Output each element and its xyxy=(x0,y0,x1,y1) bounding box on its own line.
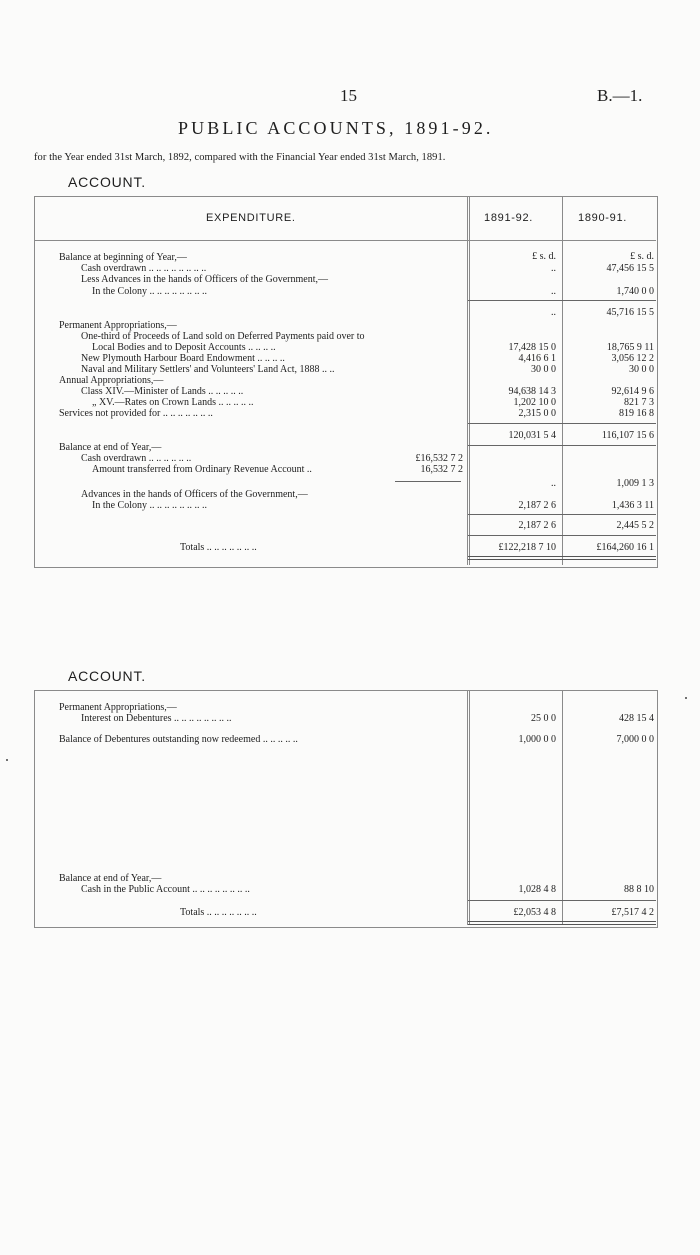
subtotal-rule xyxy=(468,445,656,446)
print-speck xyxy=(685,697,687,699)
subtotal-rule xyxy=(468,423,656,424)
amount-1891-92: 1,202 10 0 xyxy=(513,397,556,408)
subtotal-1891-92: 2,187 2 6 xyxy=(518,520,556,531)
amount-1890-91: 18,765 9 11 xyxy=(606,342,654,353)
amount-1891-92: 94,638 14 3 xyxy=(508,386,556,397)
currency-label: £ s. d. xyxy=(532,251,556,262)
row-label: „ XV.—Rates on Crown Lands .. .. .. .. .. xyxy=(92,397,254,408)
row-label: Cash overdrawn .. .. .. .. .. .. xyxy=(81,453,192,464)
amount-1890-91: 821 7 3 xyxy=(624,397,654,408)
amount-1891-92: 30 0 0 xyxy=(531,364,556,375)
inner-rule xyxy=(395,481,461,482)
row-label: New Plymouth Harbour Board Endowment .. .. .. .. xyxy=(81,353,285,364)
subtotal-1891-92: 120,031 5 4 xyxy=(508,430,556,441)
amount-1890-91: 3,056 12 2 xyxy=(611,353,654,364)
row-label: In the Colony .. .. .. .. .. .. .. .. xyxy=(92,286,207,297)
subtitle: for the Year ended 31st March, 1892, compared with the Financial Year ended 31st March, 1891. xyxy=(34,152,446,163)
row-label: Balance at end of Year,— xyxy=(59,873,162,884)
row-label: Permanent Appropriations,— xyxy=(59,320,177,331)
account2-title: ACCOUNT. xyxy=(68,668,146,684)
inner-amount: £16,532 7 2 xyxy=(415,453,463,464)
subtotal-rule xyxy=(468,900,656,901)
currency-label: £ s. d. xyxy=(630,251,654,262)
row-label: Amount transferred from Ordinary Revenue Account .. xyxy=(92,464,312,475)
subtotal-1890-91: 116,107 15 6 xyxy=(601,430,654,441)
column-divider xyxy=(562,197,563,565)
total-1890-91: £7,517 4 2 xyxy=(611,907,654,918)
inner-amount: 16,532 7 2 xyxy=(420,464,463,475)
document-code: B.—1. xyxy=(597,86,643,105)
row-label: Balance at beginning of Year,— xyxy=(59,252,187,263)
row-label: Naval and Military Settlers' and Volunteers' Land Act, 1888 .. .. xyxy=(81,364,335,375)
totals-double-rule xyxy=(468,556,656,560)
row-label: Advances in the hands of Officers of the Government,— xyxy=(81,489,308,500)
row-label: Interest on Debentures .. .. .. .. .. .. .. .. xyxy=(81,713,232,724)
column-header-1891-92: 1891-92. xyxy=(484,212,534,224)
subtotal-1890-91: 2,445 5 2 xyxy=(616,520,654,531)
amount-1890-91: 819 16 8 xyxy=(619,408,654,419)
header-rule xyxy=(35,240,656,241)
page-title: PUBLIC ACCOUNTS, 1891-92. xyxy=(178,118,494,138)
amount-1891-92: 1,028 4 8 xyxy=(518,884,556,895)
subtotal-1890-91: 45,716 15 5 xyxy=(606,307,654,318)
amount-1890-91: 47,456 15 5 xyxy=(606,263,654,274)
amount-1890-91: 88 8 10 xyxy=(624,884,654,895)
amount-1890-91: 7,000 0 0 xyxy=(616,734,654,745)
amount-1891-92: .. xyxy=(551,478,556,489)
amount-1891-92: 4,416 6 1 xyxy=(518,353,556,364)
print-speck xyxy=(6,759,8,761)
totals-label: Totals .. .. .. .. .. .. .. xyxy=(180,907,257,918)
totals-label: Totals .. .. .. .. .. .. .. xyxy=(180,542,257,553)
page-number: 15 xyxy=(340,86,357,105)
total-1891-92: £122,218 7 10 xyxy=(498,542,556,553)
amount-1890-91: 30 0 0 xyxy=(629,364,654,375)
row-label: Services not provided for .. .. .. .. .. .. .. xyxy=(59,408,213,419)
row-label: Local Bodies and to Deposit Accounts .. .. .. .. xyxy=(92,342,276,353)
amount-1891-92: 17,428 15 0 xyxy=(508,342,556,353)
row-label: Permanent Appropriations,— xyxy=(59,702,177,713)
amount-1891-92: 25 0 0 xyxy=(531,713,556,724)
column-divider xyxy=(562,691,563,925)
total-1890-91: £164,260 16 1 xyxy=(596,542,654,553)
amount-1890-91: 428 15 4 xyxy=(619,713,654,724)
row-label: In the Colony .. .. .. .. .. .. .. .. xyxy=(92,500,207,511)
row-label: Class XIV.—Minister of Lands .. .. .. .. .. xyxy=(81,386,244,397)
column-header-expenditure: EXPENDITURE. xyxy=(206,212,296,224)
column-header-1890-91: 1890-91. xyxy=(578,212,628,224)
row-label: Balance at end of Year,— xyxy=(59,442,162,453)
amount-1891-92: 1,000 0 0 xyxy=(518,734,556,745)
subtotal-rule xyxy=(468,514,656,515)
amount-1890-91: 1,009 1 3 xyxy=(616,478,654,489)
amount-1891-92: .. xyxy=(551,263,556,274)
row-label: Annual Appropriations,— xyxy=(59,375,164,386)
account1-title: ACCOUNT. xyxy=(68,174,146,190)
row-label: Cash overdrawn .. .. .. .. .. .. .. .. xyxy=(81,263,207,274)
amount-1891-92: .. xyxy=(551,286,556,297)
subtotal-1891-92: .. xyxy=(551,307,556,318)
row-label: Cash in the Public Account .. .. .. .. .. .. .. .. xyxy=(81,884,250,895)
amount-1891-92: 2,187 2 6 xyxy=(518,500,556,511)
total-1891-92: £2,053 4 8 xyxy=(513,907,556,918)
amount-1890-91: 92,614 9 6 xyxy=(611,386,654,397)
amount-1891-92: 2,315 0 0 xyxy=(518,408,556,419)
row-label: Less Advances in the hands of Officers of the Government,— xyxy=(81,274,328,285)
row-label: One-third of Proceeds of Land sold on Deferred Payments paid over to xyxy=(81,331,365,342)
amount-1890-91: 1,436 3 11 xyxy=(611,500,654,511)
amount-1890-91: 1,740 0 0 xyxy=(616,286,654,297)
totals-double-rule xyxy=(468,921,656,925)
row-label: Balance of Debentures outstanding now redeemed .. .. .. .. .. xyxy=(59,734,298,745)
subtotal-rule xyxy=(468,300,656,301)
subtotal-rule xyxy=(468,535,656,536)
